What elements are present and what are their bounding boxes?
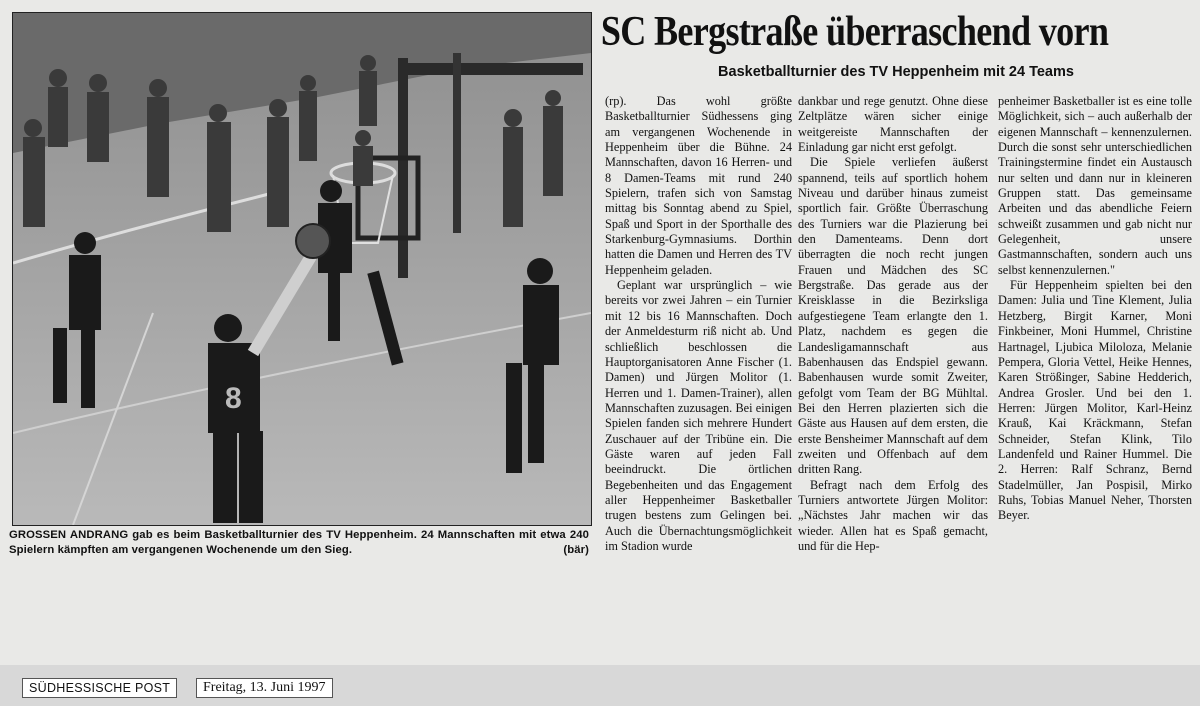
article-column-3: [998, 94, 1192, 524]
caption-credit: (bär): [563, 544, 589, 556]
paragraph: dankbar und rege genutzt. Ohne diese Zeltplätze wären sicher einige weitgereiste Mannschaften der Einladung gar nicht erst gefolgt.: [798, 94, 988, 155]
paragraph: Geplant war ursprünglich – wie bereits vor zwei Jahren – ein Turnier mit 12 bis 16 Mannschaften. Doch der Anmeldesturm riß nicht ab. Und schließlich beschlossen die Hauptorganisatoren Anne Fischer (1. Damen) und Jürgen Molitor (1. Herren und 1. Damen-Trainer), allen Mannschaften zuzusagen. Bei einigen Spielen fanden sich mehrere Hundert Zuschauer auf der Tribüne ein. Die Gäste waren auf jeden Fall beeindruckt. Die örtlichen Begebenheiten und das Engagement aller Heppenheimer Basketballer trugen bestens zum Gelingen bei. Auch die Übernachtungsmöglichkeit im Stadion wurde: [605, 278, 792, 553]
caption-text: GROSSEN ANDRANG gab es beim Basketballturnier des TV Heppenheim. 24 Mannschaften mit etwa 240 Spielern kämpften am vergangenen Wochenende um den Sieg.: [9, 529, 589, 556]
photo-image: [13, 13, 591, 525]
svg-text:8: 8: [225, 382, 242, 415]
paragraph: penheimer Basketballer ist es eine tolle Möglichkeit, sich – auch außerhalb der eigenen Mannschaft – kennenzulernen. Durch die sonst sehr unterschiedlichen Trainingstermine findet ein Austausch nur selten und dann nur in kleineren Gruppen statt. Das gemeinsame Arbeiten und das abendliche Feiern schweißt zusammen und gab nicht nur Gelegenheit, unsere Gastmannschaften, sondern auch uns selbst kennenzulernen.": [998, 94, 1192, 277]
paragraph: Die Spiele verliefen äußerst spannend, teils auf sportlich hohem Niveau und darüber hinaus zumeist sportlich fair. Größte Überraschung des Turniers war die Plazierung bei den Damenteams. Denn dort überragten die noch recht jungen Frauen und Mädchen des SC Bergstraße. Das gerade aus der Kreisklasse in die Bezirksliga aufgestiegene Team erlangte den 1. Platz, nachdem es gegen die Landesligamannschaft aus Babenhausen das Endspiel gewann. Babenhausen wurde somit Zweiter, gefolgt vom Team der BG Mühltal. Bei den Herren plazierten sich die Gäste aus Hausen auf dem ersten, die erste Bensheimer Mannschaft auf dem zweiten und Offenbach auf dem dritten Rang.: [798, 155, 988, 477]
article-subheadline: Basketballturnier des TV Heppenheim mit 24 Teams: [718, 64, 1074, 80]
publication-date-label: Freitag, 13. Juni 1997: [196, 678, 333, 698]
photo-caption: [9, 528, 589, 558]
article-headline: SC Bergstraße überraschend vorn: [600, 9, 1109, 55]
paragraph: (rp). Das wohl größte Basketballturnier Südhessens ging am vergangenen Wochenende in Heppenheim über die Bühne. 24 Mannschaften, davon 16 Herren- und 8 Damen-Teams mit rund 240 Spielern, trafen sich von Samstag mittag bis Sonntag abend zu Spiel, Spaß und Sport in der Sporthalle des Starkenburg-Gymnasiums. Dorthin hatten die Damen und Herren des TV Heppenheim geladen.: [605, 94, 792, 277]
paragraph: Befragt nach dem Erfolg des Turniers antwortete Jürgen Molitor: „Nächstes Jahr machen wir das wieder. Allen hat es Spaß gemacht, und für die Hep-: [798, 477, 988, 553]
basketball-game-photo: [12, 12, 592, 526]
article-column-1: [605, 94, 792, 554]
newspaper-name-label: SÜDHESSISCHE POST: [22, 678, 177, 698]
article-column-2: [798, 94, 988, 554]
paragraph: Für Heppenheim spielten bei den Damen: Julia und Tine Klement, Julia Hetzberg, Birgit Karner, Moni Finkbeiner, Moni Hummel, Christine Hartnagel, Ljubica Miloloza, Melanie Pempera, Gloria Vettel, Heike Hennes, Karen Strößinger, Sabine Hedderich, Andrea Grosler. Und bei den 1. Herren: Jürgen Molitor, Karl-Heinz Krauß, Kai Kräckmann, Stefan Schneider, Stefan Klink, Tilo Landenfeld und Rainer Hummel. Die 2. Herren: Ralf Schranz, Bernd Stadelmüller, Jan Pospisil, Mirko Ruhs, Tobias Manuel Neher, Thorsten Beyer.: [998, 278, 1192, 523]
scan-footer: [0, 665, 1200, 706]
